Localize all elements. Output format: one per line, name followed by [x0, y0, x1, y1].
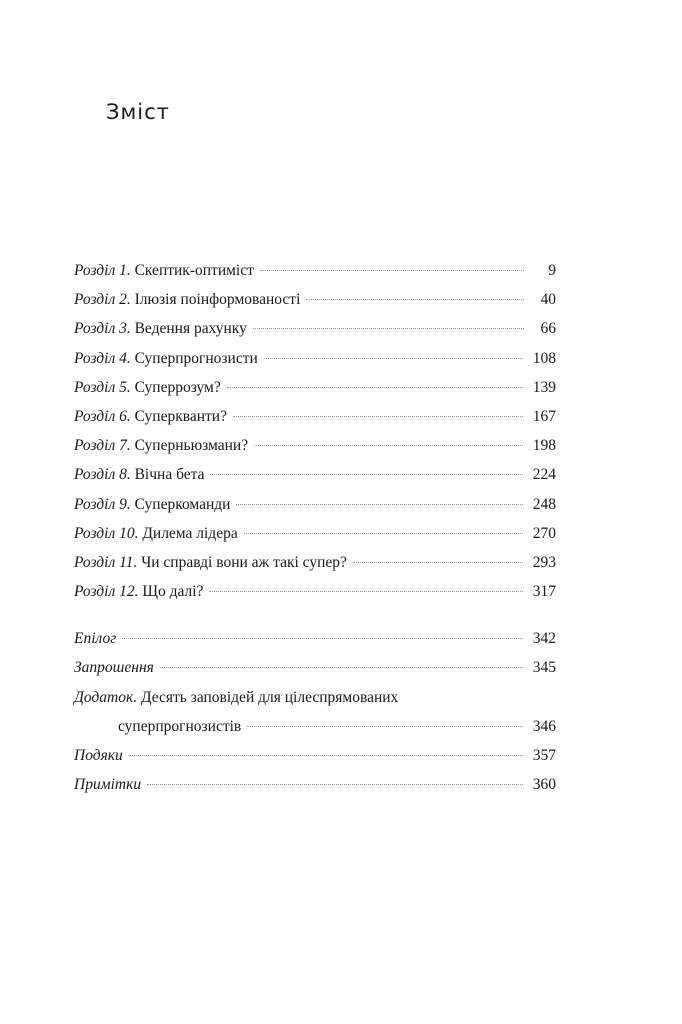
dot-leader [129, 755, 523, 756]
chapter-number: Розділ 2. [74, 291, 131, 309]
toc-entry-label [74, 548, 347, 577]
toc-entry[interactable] [74, 402, 556, 431]
page-number: 40 [540, 291, 556, 309]
toc-entry-label [74, 577, 203, 606]
page-number: 66 [540, 320, 556, 338]
toc-entry[interactable] [74, 314, 556, 343]
table-of-contents [74, 256, 556, 799]
dot-leader [236, 504, 522, 505]
chapter-number: Розділ 6. [74, 407, 131, 425]
page-number: 9 [548, 262, 556, 279]
page-title: Зміст [106, 100, 170, 124]
toc-entry-label [74, 256, 254, 285]
dot-leader [147, 784, 523, 785]
toc-entry[interactable] [74, 431, 556, 460]
section-title: Запрошення [74, 659, 154, 677]
toc-entry-notes[interactable] [74, 770, 556, 799]
toc-entry-label [74, 285, 300, 314]
page-number: 139 [532, 378, 556, 396]
chapter-title: Суперрозум? [134, 378, 221, 396]
chapter-number: Розділ 5. [74, 378, 131, 396]
toc-entry-epilogue[interactable] [74, 624, 556, 653]
chapter-number: Розділ 7. [74, 437, 131, 455]
page-number: 357 [532, 747, 556, 764]
dot-leader [253, 328, 524, 329]
dot-leader [209, 591, 522, 592]
toc-entry-label [74, 460, 204, 489]
appendix-title-line1: Десять заповідей для цілеспрямованих [140, 688, 399, 706]
page-number: 360 [532, 776, 556, 794]
dot-leader [244, 533, 523, 534]
page-number: 248 [532, 495, 556, 513]
toc-entry[interactable] [74, 460, 556, 489]
toc-entry[interactable] [74, 490, 556, 519]
dot-leader [122, 638, 522, 639]
dot-leader [210, 474, 522, 475]
toc-entry[interactable] [74, 548, 556, 577]
chapter-title: Що далі? [142, 583, 204, 601]
toc-entry-label [74, 683, 556, 712]
dot-leader [306, 299, 524, 300]
appendix-title-line2: суперпрогнозистів [118, 717, 242, 735]
chapter-number: Розділ 4. [74, 349, 131, 367]
chapter-title: Ілюзія поінформованості [134, 291, 301, 309]
dot-leader [233, 416, 523, 417]
page-number: 342 [532, 630, 556, 648]
toc-entry-label [74, 519, 238, 548]
toc-entry[interactable] [74, 519, 556, 548]
section-title: Подяки [74, 747, 123, 764]
chapter-title: Суперкоманди [134, 495, 231, 513]
toc-entry-invitation[interactable] [74, 653, 556, 682]
toc-entry[interactable] [74, 256, 556, 285]
dot-leader [247, 726, 523, 727]
toc-entry-continuation [74, 712, 556, 741]
chapter-title: Чи справді вони аж такі супер? [141, 553, 347, 571]
toc-entry[interactable] [74, 285, 556, 314]
page-number: 346 [532, 717, 556, 735]
page-number: 345 [532, 659, 556, 677]
chapter-title: Дилема лідера [142, 524, 238, 542]
toc-entry[interactable] [74, 577, 556, 606]
toc-entry[interactable] [74, 373, 556, 402]
chapter-number: Розділ 1. [74, 262, 131, 279]
chapter-number: Розділ 9. [74, 495, 131, 513]
chapter-number: Розділ 3. [74, 320, 131, 338]
toc-entry-label [74, 490, 230, 519]
page-number: 224 [532, 466, 556, 484]
toc-entry-label [74, 431, 248, 460]
toc-entry-label [74, 314, 247, 343]
section-title: Додаток. [74, 688, 138, 706]
section-title: Примітки [74, 776, 142, 794]
page-number: 167 [532, 407, 556, 425]
chapter-title: Ведення рахунку [134, 320, 247, 338]
page-number: 293 [532, 553, 556, 571]
toc-entry-label [74, 344, 258, 373]
chapter-title: Суперпрогнозисти [134, 349, 258, 367]
page-number: 198 [532, 437, 556, 455]
toc-entry-appendix[interactable] [74, 683, 556, 741]
chapter-number: Розділ 10. [74, 524, 139, 542]
page-number: 317 [532, 583, 556, 601]
toc-entry[interactable] [74, 344, 556, 373]
chapter-title: Суперньюзмани? [134, 437, 249, 455]
dot-leader [227, 387, 523, 388]
chapter-number: Розділ 11. [74, 553, 138, 571]
dot-leader [264, 358, 523, 359]
dot-leader [353, 562, 523, 563]
chapter-title: Суперкванти? [134, 407, 227, 425]
chapter-number: Розділ 12. [74, 583, 139, 601]
dot-leader [260, 270, 524, 271]
section-title: Епілог [74, 630, 117, 648]
dot-leader [254, 445, 523, 446]
chapter-title: Скептик-оптиміст [134, 262, 254, 279]
page-number: 108 [532, 349, 556, 367]
chapter-title: Вічна бета [134, 466, 205, 484]
dot-leader [160, 667, 523, 668]
toc-entry-label [74, 373, 221, 402]
toc-entry-label [74, 402, 227, 431]
toc-entry-acknowledgments[interactable] [74, 741, 556, 770]
page-number: 270 [532, 524, 556, 542]
chapter-number: Розділ 8. [74, 466, 131, 484]
